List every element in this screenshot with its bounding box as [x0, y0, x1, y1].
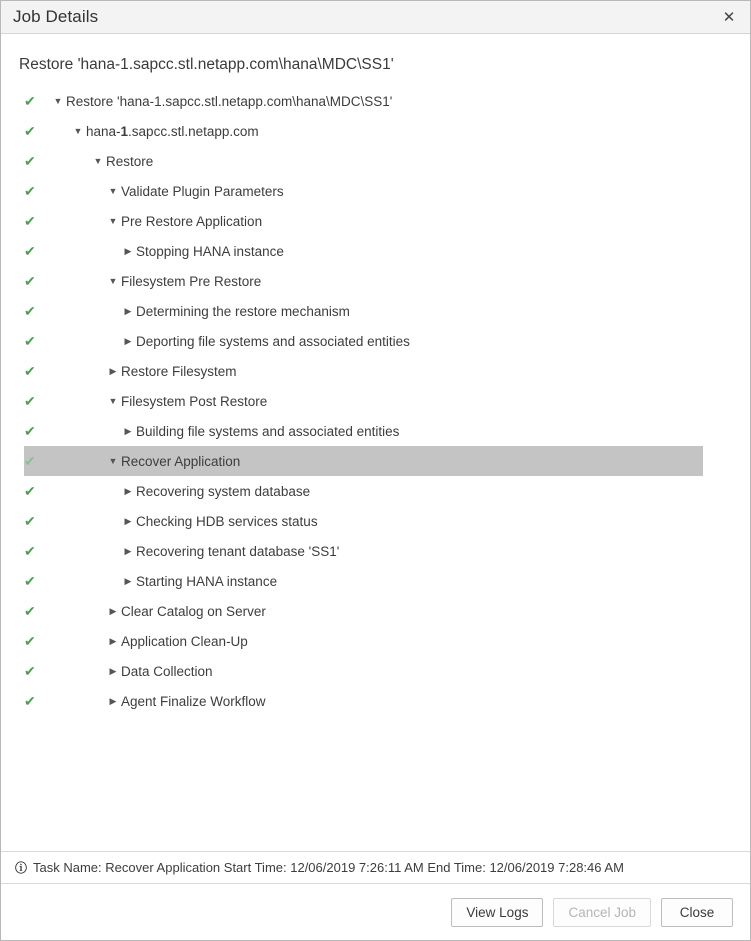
chevron-down-icon[interactable]: ▼	[108, 455, 118, 466]
success-check-icon: ✔	[24, 243, 36, 259]
task-row[interactable]	[1, 176, 750, 206]
success-check-icon: ✔	[24, 663, 36, 679]
task-label: Starting HANA instance	[136, 573, 278, 589]
success-check-icon: ✔	[24, 123, 36, 139]
task-row[interactable]	[1, 146, 750, 176]
success-check-icon: ✔	[24, 303, 36, 319]
chevron-down-icon[interactable]: ▼	[108, 185, 118, 196]
success-check-icon: ✔	[24, 543, 36, 559]
task-row[interactable]	[1, 596, 750, 626]
success-check-icon: ✔	[24, 363, 36, 379]
chevron-right-icon[interactable]: ▶	[124, 245, 132, 256]
success-check-icon: ✔	[24, 453, 36, 469]
chevron-right-icon[interactable]: ▶	[109, 695, 117, 706]
task-row[interactable]	[1, 236, 750, 266]
chevron-right-icon[interactable]: ▶	[124, 545, 132, 556]
task-label: Restore	[106, 153, 154, 169]
task-row[interactable]	[1, 386, 750, 416]
task-row[interactable]	[1, 506, 750, 536]
success-check-icon: ✔	[24, 423, 36, 439]
dialog-titlebar	[1, 1, 750, 34]
chevron-right-icon[interactable]: ▶	[124, 335, 132, 346]
chevron-down-icon[interactable]: ▼	[108, 275, 118, 286]
status-bar	[1, 851, 750, 884]
task-label: Filesystem Post Restore	[121, 393, 268, 409]
task-label: Clear Catalog on Server	[121, 603, 266, 619]
success-check-icon: ✔	[24, 93, 36, 109]
task-row[interactable]	[1, 536, 750, 566]
task-row[interactable]	[1, 86, 750, 116]
task-label: Recovering system database	[136, 483, 311, 499]
success-check-icon: ✔	[24, 573, 36, 589]
success-check-icon: ✔	[24, 153, 36, 169]
chevron-right-icon[interactable]: ▶	[109, 665, 117, 676]
chevron-right-icon[interactable]: ▶	[124, 485, 132, 496]
chevron-right-icon[interactable]: ▶	[109, 605, 117, 616]
task-row[interactable]	[1, 476, 750, 506]
chevron-right-icon[interactable]: ▶	[124, 305, 132, 316]
task-row[interactable]	[1, 356, 750, 386]
chevron-right-icon[interactable]: ▶	[109, 635, 117, 646]
success-check-icon: ✔	[24, 183, 36, 199]
task-row[interactable]	[1, 566, 750, 596]
task-label: hana-1.sapcc.stl.netapp.com	[86, 123, 259, 139]
success-check-icon: ✔	[24, 483, 36, 499]
task-row[interactable]	[1, 266, 750, 296]
close-button[interactable]: Close	[661, 898, 733, 927]
close-icon[interactable]: ✕	[722, 8, 736, 26]
view-logs-button[interactable]: View Logs	[451, 898, 543, 927]
task-label: Application Clean-Up	[121, 633, 248, 649]
chevron-down-icon[interactable]: ▼	[108, 395, 118, 406]
success-check-icon: ✔	[24, 693, 36, 709]
chevron-right-icon[interactable]: ▶	[124, 425, 132, 436]
chevron-down-icon[interactable]: ▼	[73, 125, 83, 136]
task-row[interactable]	[1, 656, 750, 686]
task-label: Filesystem Pre Restore	[121, 273, 262, 289]
success-check-icon: ✔	[24, 213, 36, 229]
task-row[interactable]	[1, 116, 750, 146]
task-row[interactable]	[1, 686, 750, 716]
success-check-icon: ✔	[24, 273, 36, 289]
task-label: Restore Filesystem	[121, 363, 237, 379]
success-check-icon: ✔	[24, 513, 36, 529]
cancel-job-button: Cancel Job	[553, 898, 651, 927]
job-task-tree	[1, 86, 750, 716]
task-label: Validate Plugin Parameters	[121, 183, 284, 199]
task-label: Recover Application	[121, 453, 241, 469]
task-label: Building file systems and associated entities	[136, 423, 400, 439]
status-bar-text: Task Name: Recover Application Start Time: 12/06/2019 7:26:11 AM End Time: 12/06/2019 7:28:46 AM	[33, 860, 624, 875]
info-icon: ⓘ	[15, 861, 28, 875]
chevron-down-icon[interactable]: ▼	[93, 155, 103, 166]
task-row[interactable]	[1, 296, 750, 326]
chevron-right-icon[interactable]: ▶	[124, 575, 132, 586]
task-label: Recovering tenant database 'SS1'	[136, 543, 340, 559]
task-row[interactable]	[1, 626, 750, 656]
task-label: Deporting file systems and associated entities	[136, 333, 410, 349]
task-row[interactable]	[1, 206, 750, 236]
chevron-down-icon[interactable]: ▼	[108, 215, 118, 226]
task-row[interactable]	[24, 446, 703, 476]
success-check-icon: ✔	[24, 333, 36, 349]
success-check-icon: ✔	[24, 603, 36, 619]
task-label: Determining the restore mechanism	[136, 303, 350, 319]
task-label: Stopping HANA instance	[136, 243, 284, 259]
success-check-icon: ✔	[24, 393, 36, 409]
task-label: Pre Restore Application	[121, 213, 263, 229]
task-row[interactable]	[1, 326, 750, 356]
dialog-footer	[1, 884, 750, 940]
page-title: Restore 'hana-1.sapcc.stl.netapp.com\hana\MDC\SS1'	[19, 56, 394, 73]
success-check-icon: ✔	[24, 633, 36, 649]
chevron-right-icon[interactable]: ▶	[124, 515, 132, 526]
task-label: Restore 'hana-1.sapcc.stl.netapp.com\hana\MDC\SS1'	[66, 93, 393, 109]
chevron-down-icon[interactable]: ▼	[53, 95, 63, 106]
dialog-title: Job Details	[13, 7, 99, 26]
task-row[interactable]	[1, 416, 750, 446]
chevron-right-icon[interactable]: ▶	[109, 365, 117, 376]
task-label: Checking HDB services status	[136, 513, 318, 529]
task-label: Data Collection	[121, 663, 213, 679]
task-label: Agent Finalize Workflow	[121, 693, 266, 709]
